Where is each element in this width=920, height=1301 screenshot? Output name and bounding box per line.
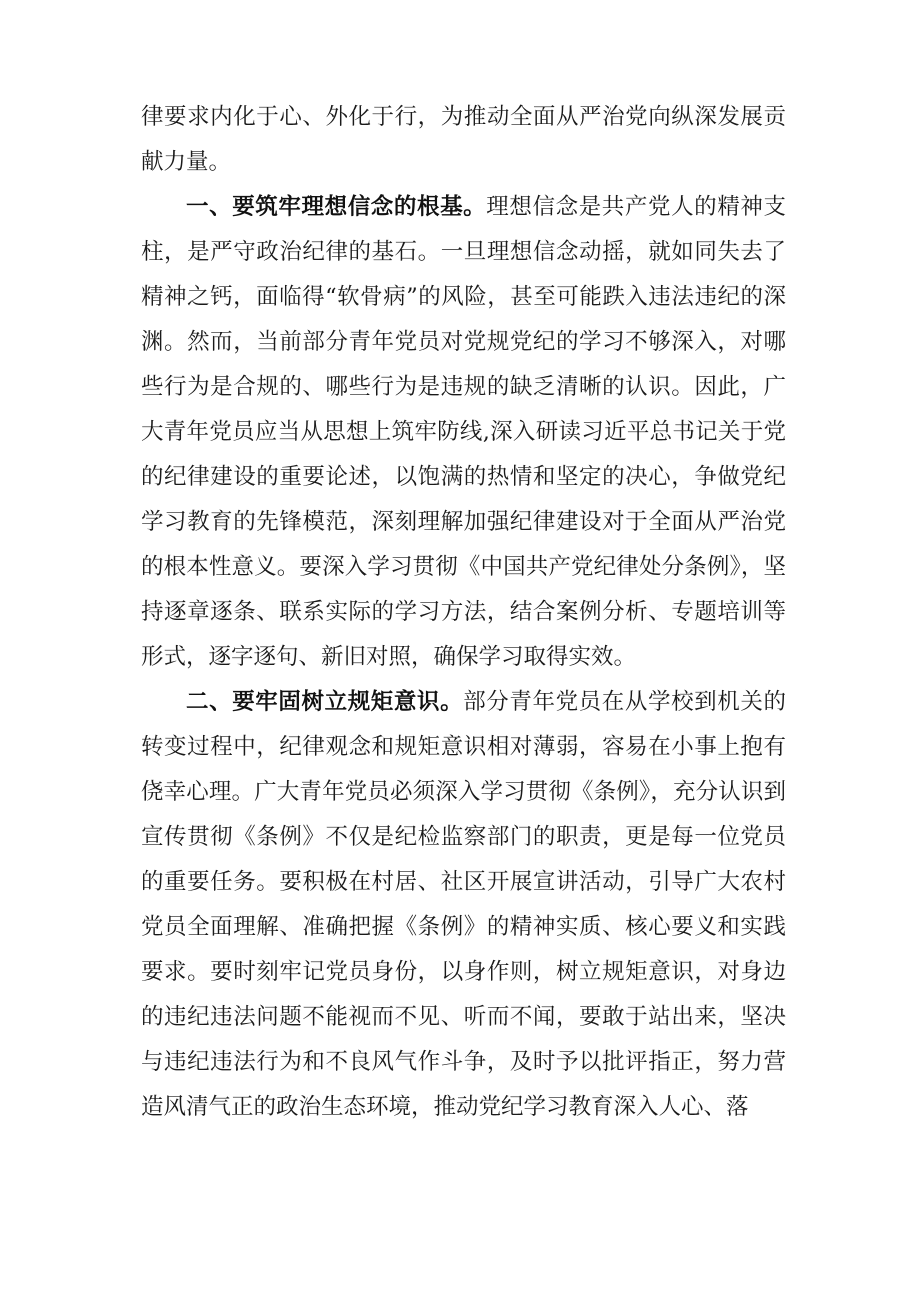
section-heading: 二、要牢固树立规矩意识。 — [186, 689, 464, 715]
paragraph-text: 部分青年党员在从学校到机关的转变过程中，纪律观念和规矩意识相对薄弱，容易在小事上抱有侥幸心理。广大青年党员必须深入学习贯彻《条例》，充分认识到宣传贯彻《条例》不仅是纪检监察部门的职责，更是每一位党员的重要任务。要积极在村居、社区开展宣讲活动，引导广大农村党员全面理解、准确把握《条例》的精神实质、核心要义和实践要求。要时刻牢记党员身份，以身作则，树立规矩意识，对身边的违纪违法问题不能视而不见、听而不闻，要敢于站出来，坚决与违纪违法行为和不良风气作斗争，及时予以批评指正，努力营造风清气正的政治生态环境，推动党纪学习教育深入人心、落 — [141, 689, 786, 1120]
paragraph-continuation — [141, 95, 786, 185]
paragraph-section-two — [141, 680, 786, 1130]
document-page — [141, 95, 786, 1130]
paragraph-text: 律要求内化于心、外化于行，为推动全面从严治党向纵深发展贡献力量。 — [141, 104, 786, 175]
paragraph-section-one — [141, 185, 786, 680]
section-heading: 一、要筑牢理想信念的根基。 — [186, 194, 487, 220]
paragraph-text: 理想信念是共产党人的精神支柱，是严守政治纪律的基石。一旦理想信念动摇，就如同失去了精神之钙，面临得“软骨病”的风险，甚至可能跌入违法违纪的深渊。然而，当前部分青年党员对党规党纪的学习不够深入，对哪些行为是合规的、哪些行为是违规的缺乏清晰的认识。因此，广大青年党员应当从思想上筑牢防线,深入研读习近平总书记关于党的纪律建设的重要论述，以饱满的热情和坚定的决心，争做党纪学习教育的先锋模范，深刻理解加强纪律建设对于全面从严治党的根本性意义。要深入学习贯彻《中国共产党纪律处分条例》，坚持逐章逐条、联系实际的学习方法，结合案例分析、专题培训等形式，逐字逐句、新旧对照，确保学习取得实效。 — [141, 194, 786, 670]
